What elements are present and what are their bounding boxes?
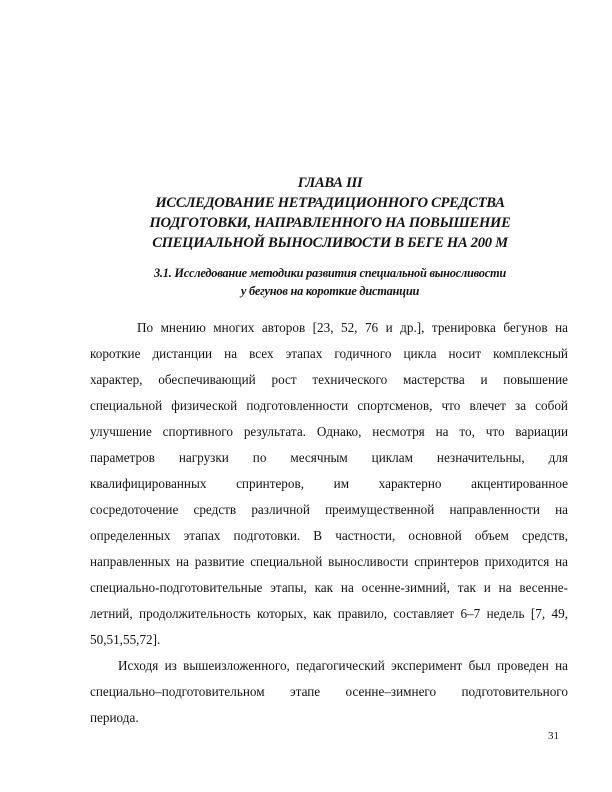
section-title-line: у бегунов на короткие дистанции — [240, 284, 420, 298]
paragraph-line: улучшение спортивного результата. Однако, несмотря на то, что вариации — [90, 424, 568, 439]
paragraph-line: параметров нагрузки по месячным циклам незначительны, для — [90, 450, 568, 465]
section-title-line: 3.1. Исследование методики развития специальной выносливости — [153, 266, 507, 280]
paragraph-line: специально–подготовительном этапе осенне–зимнего подготовительного — [90, 684, 568, 699]
paragraph-line: Исходя из вышеизложенного, педагогический эксперимент был проведен на — [118, 658, 568, 673]
paragraph-line: квалифицированных спринтеров, им характерно акцентированное — [90, 476, 568, 491]
page-number: 31 — [548, 730, 559, 742]
paragraph-line: летний, продолжительность которых, как правило, составляет 6–7 недель [7, 49, — [90, 606, 568, 621]
chapter-title-line: СПЕЦИАЛЬНОЙ ВЫНОСЛИВОСТИ В БЕГЕ НА 200 М — [152, 235, 508, 251]
paragraph-line: короткие дистанции на всех этапах годичного цикла носит комплексный — [90, 346, 568, 361]
paragraph-line: специально-подготовительные этапы, как на осенне-зимний, так и на весенне- — [90, 580, 568, 595]
paragraph-line: определенных этапах подготовки. В частности, основной объем средств, — [90, 528, 568, 543]
paragraph-line: направленных на развитие специальной выносливости спринтеров приходится на — [90, 554, 568, 569]
paragraph-line: специальной физической подготовленности спортсменов, что влечет за собой — [90, 398, 568, 413]
paragraph-line: По мнению многих авторов [23, 52, 76 и др.], тренировка бегунов на — [137, 320, 568, 335]
paragraph-line: сосредоточение средств различной преимущественной направленности на — [90, 502, 568, 517]
paragraph-line: характер, обеспечивающий рост технического мастерства и повышение — [90, 372, 568, 387]
chapter-label: ГЛАВА III — [297, 175, 363, 191]
paragraph-line: периода. — [90, 710, 139, 725]
chapter-title-line: ИССЛЕДОВАНИЕ НЕТРАДИЦИОННОГО СРЕДСТВА — [155, 195, 505, 211]
chapter-title-line: ПОДГОТОВКИ, НАПРАВЛЕННОГО НА ПОВЫШЕНИЕ — [149, 215, 511, 231]
paragraph-line: 50,51,55,72]. — [90, 632, 161, 647]
